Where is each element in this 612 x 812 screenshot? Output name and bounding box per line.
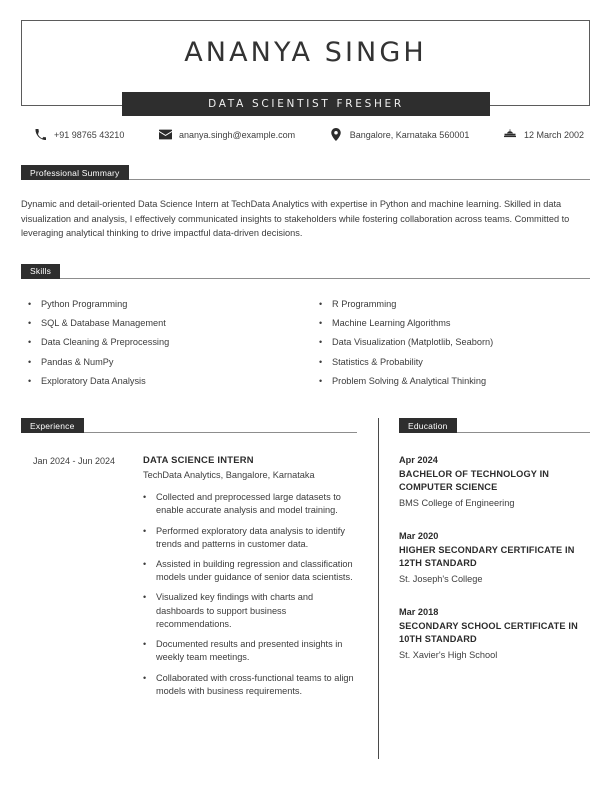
experience-dates: Jan 2024 - Jun 2024: [33, 456, 116, 467]
contact-phone[interactable]: [34, 128, 124, 141]
experience-bullet-text: Collected and preprocessed large datasets to enable accurate analysis and model training.: [156, 492, 341, 516]
skills-section-heading: [21, 264, 590, 279]
experience-company: TechData Analytics, Bangalore, Karnataka: [143, 470, 315, 481]
skill-label: R Programming: [332, 298, 397, 309]
skills-list: [28, 295, 590, 391]
experience-bullet-text: Assisted in building regression and classification models under guidance of senior data scientists.: [156, 559, 353, 583]
location-pin-icon: [330, 128, 343, 141]
bullet-glyph: •: [143, 525, 147, 536]
experience-column: [21, 418, 357, 705]
contact-location-text: Bangalore, Karnataka 560001: [349, 129, 470, 140]
column-divider: [378, 418, 379, 759]
bullet-glyph: •: [319, 356, 323, 367]
bullet-glyph: •: [319, 318, 323, 329]
education-heading-rule: [457, 432, 590, 433]
education-entry: [399, 454, 590, 510]
bullet-glyph: •: [319, 337, 323, 348]
resume-page: [0, 20, 612, 812]
bullet-glyph: •: [28, 356, 32, 367]
education-school: BMS College of Engineering: [399, 498, 515, 509]
phone-icon: [34, 128, 47, 141]
skills-heading-rule: [60, 278, 590, 279]
education-degree: BACHELOR OF TECHNOLOGY IN COMPUTER SCIENCE: [399, 469, 550, 493]
education-date: Mar 2020: [399, 531, 439, 542]
experience-role: DATA SCIENCE INTERN: [143, 454, 254, 466]
skill-label: Statistics & Probability: [332, 356, 423, 367]
education-degree: SECONDARY SCHOOL CERTIFICATE IN 10TH STANDARD: [399, 621, 578, 645]
bullet-glyph: •: [28, 375, 32, 386]
summary-text: Dynamic and detail-oriented Data Science Intern at TechData Analytics with expertise in Python and machine learning. Skilled in data visualization and analysis, I effectively communicated insights to stakeholders while fostering collaboration across teams. Committed to leveraging analytical thinking to drive impactful data-driven decisions.: [21, 199, 570, 239]
bullet-glyph: •: [143, 559, 147, 570]
experience-bullet-text: Collaborated with cross-functional teams to align models with business requirements.: [156, 672, 354, 696]
contact-email[interactable]: [159, 128, 295, 141]
contact-location[interactable]: [330, 128, 470, 141]
contact-birthdate-text: 12 March 2002: [523, 129, 584, 140]
experience-bullet: [143, 491, 357, 517]
skill-item: [28, 314, 319, 333]
birthday-cake-icon: [504, 128, 517, 141]
education-column: [399, 418, 590, 662]
education-degree: HIGHER SECONDARY CERTIFICATE IN 12TH STANDARD: [399, 545, 575, 569]
skill-label: Data Visualization (Matplotlib, Seaborn): [332, 337, 494, 348]
experience-bullet-text: Documented results and presented insights in weekly team meetings.: [156, 639, 343, 663]
skill-item: [28, 333, 319, 352]
experience-bullet: [143, 525, 357, 551]
section-skills: [21, 264, 590, 279]
experience-heading-rule: [84, 432, 357, 433]
skill-item: [28, 353, 319, 372]
experience-bullet: [143, 558, 357, 584]
skill-label: Data Cleaning & Preprocessing: [41, 337, 170, 348]
experience-bullet: [143, 591, 357, 631]
bullet-glyph: •: [143, 639, 147, 650]
skill-item: [319, 372, 590, 391]
education-school: St. Xavier's High School: [399, 650, 498, 661]
experience-section-heading: [21, 418, 357, 433]
skill-label: SQL & Database Management: [41, 318, 166, 329]
experience-bullet-text: Visualized key findings with charts and dashboards to support business recommendations.: [156, 592, 314, 629]
resume-header: [21, 20, 590, 110]
experience-bullets: [143, 491, 357, 698]
education-heading-label: Education: [399, 418, 457, 433]
experience-bullet: [143, 638, 357, 664]
bullet-glyph: •: [319, 298, 323, 309]
skill-label: Exploratory Data Analysis: [41, 375, 146, 386]
skill-item: [28, 295, 319, 314]
summary-heading-rule: [129, 179, 590, 180]
skill-label: Machine Learning Algorithms: [332, 318, 451, 329]
education-school: St. Joseph's College: [399, 574, 483, 585]
skill-item: [319, 353, 590, 372]
summary-section-heading: [21, 165, 590, 180]
job-title-banner: [122, 92, 490, 116]
education-date: Apr 2024: [399, 455, 438, 466]
envelope-icon: [159, 128, 172, 141]
skill-label: Pandas & NumPy: [41, 356, 114, 367]
bullet-glyph: •: [143, 672, 147, 683]
experience-bullet: [143, 672, 357, 698]
education-entry: [399, 530, 590, 586]
page-title: ANANYA SINGH: [184, 37, 427, 68]
bullet-glyph: •: [143, 592, 147, 603]
education-entry: [399, 606, 590, 662]
skill-label: Python Programming: [41, 298, 128, 309]
contact-email-text: ananya.singh@example.com: [178, 129, 296, 140]
experience-bullet-text: Performed exploratory data analysis to identify trends and patterns in customer data.: [156, 525, 345, 549]
skill-item: [319, 314, 590, 333]
education-date: Mar 2018: [399, 607, 439, 618]
education-section-heading: [399, 418, 590, 433]
contact-row: [34, 128, 584, 141]
summary-heading-label: Professional Summary: [21, 165, 129, 180]
experience-heading-label: Experience: [21, 418, 84, 433]
bullet-glyph: •: [28, 318, 32, 329]
contact-birthdate[interactable]: [504, 128, 584, 141]
bullet-glyph: •: [28, 337, 32, 348]
bullet-glyph: •: [319, 375, 323, 386]
bullet-glyph: •: [28, 298, 32, 309]
contact-phone-text: +91 98765 43210: [54, 129, 125, 140]
job-title-text: DATA SCIENTIST FRESHER: [208, 98, 404, 110]
skill-label: Problem Solving & Analytical Thinking: [332, 375, 487, 386]
experience-entry: [21, 453, 357, 705]
experience-details: [143, 453, 357, 705]
skill-item: [319, 333, 590, 352]
skill-item: [28, 372, 319, 391]
section-professional-summary: [21, 165, 590, 180]
bullet-glyph: •: [143, 492, 147, 503]
skills-heading-label: Skills: [21, 264, 60, 279]
skill-item: [319, 295, 590, 314]
